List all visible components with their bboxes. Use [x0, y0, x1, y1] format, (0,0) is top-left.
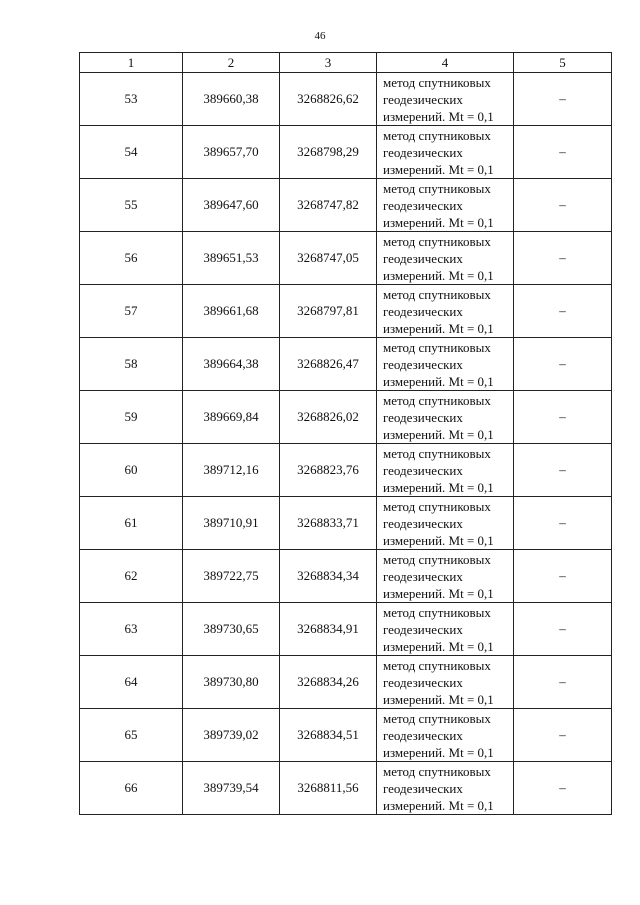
method-line: геодезических [383, 568, 463, 584]
x-coordinate-cell: 389739,02 [183, 709, 280, 762]
y-coordinate-cell: 3268826,47 [280, 338, 377, 391]
point-number-cell: 58 [80, 338, 183, 391]
table-row [80, 126, 612, 179]
dash-mark: – [559, 462, 566, 477]
column-5-cell [514, 338, 612, 391]
method-line: измерений. Mt = 0,1 [383, 426, 494, 442]
table-row [80, 73, 612, 126]
x-coordinate-cell: 389712,16 [183, 444, 280, 497]
table-row [80, 497, 612, 550]
column-header: 3 [280, 53, 377, 73]
method-line: метод спутниковых [383, 445, 491, 461]
method-line: геодезических [383, 197, 463, 213]
method-line: метод спутниковых [383, 127, 491, 143]
method-cell [377, 603, 514, 656]
method-line: метод спутниковых [383, 657, 491, 673]
table-row [80, 338, 612, 391]
method-line: метод спутниковых [383, 710, 491, 726]
method-line: измерений. Mt = 0,1 [383, 638, 494, 654]
point-number-cell: 64 [80, 656, 183, 709]
table-row [80, 444, 612, 497]
method-cell [377, 232, 514, 285]
dash-mark: – [559, 250, 566, 265]
table-row [80, 656, 612, 709]
table-row [80, 762, 612, 815]
column-5-cell [514, 762, 612, 815]
method-line: измерений. Mt = 0,1 [383, 267, 494, 283]
method-line: измерений. Mt = 0,1 [383, 214, 494, 230]
x-coordinate-cell: 389651,53 [183, 232, 280, 285]
method-line: измерений. Mt = 0,1 [383, 585, 494, 601]
method-line: измерений. Mt = 0,1 [383, 108, 494, 124]
y-coordinate-cell: 3268747,05 [280, 232, 377, 285]
method-line: метод спутниковых [383, 392, 491, 408]
method-cell [377, 73, 514, 126]
point-number-cell: 62 [80, 550, 183, 603]
method-line: метод спутниковых [383, 286, 491, 302]
column-header: 4 [377, 53, 514, 73]
dash-mark: – [559, 621, 566, 636]
method-cell [377, 285, 514, 338]
method-cell [377, 126, 514, 179]
point-number-cell: 63 [80, 603, 183, 656]
x-coordinate-cell: 389657,70 [183, 126, 280, 179]
column-5-cell [514, 444, 612, 497]
y-coordinate-cell: 3268826,02 [280, 391, 377, 444]
x-coordinate-cell: 389730,80 [183, 656, 280, 709]
method-line: метод спутниковых [383, 604, 491, 620]
method-cell [377, 550, 514, 603]
column-5-cell [514, 285, 612, 338]
point-number-cell: 65 [80, 709, 183, 762]
y-coordinate-cell: 3268834,51 [280, 709, 377, 762]
point-number-cell: 60 [80, 444, 183, 497]
column-header: 2 [183, 53, 280, 73]
x-coordinate-cell: 389647,60 [183, 179, 280, 232]
y-coordinate-cell: 3268747,82 [280, 179, 377, 232]
column-5-cell [514, 179, 612, 232]
method-line: измерений. Mt = 0,1 [383, 532, 494, 548]
dash-mark: – [559, 409, 566, 424]
column-5-cell [514, 603, 612, 656]
point-number-cell: 61 [80, 497, 183, 550]
method-cell [377, 762, 514, 815]
point-number-cell: 57 [80, 285, 183, 338]
method-line: геодезических [383, 780, 463, 796]
column-5-cell [514, 126, 612, 179]
x-coordinate-cell: 389661,68 [183, 285, 280, 338]
method-line: геодезических [383, 356, 463, 372]
table-row [80, 232, 612, 285]
x-coordinate-cell: 389730,65 [183, 603, 280, 656]
method-line: геодезических [383, 409, 463, 425]
x-coordinate-cell: 389669,84 [183, 391, 280, 444]
method-line: измерений. Mt = 0,1 [383, 161, 494, 177]
method-cell [377, 391, 514, 444]
table-row [80, 603, 612, 656]
x-coordinate-cell: 389739,54 [183, 762, 280, 815]
method-line: геодезических [383, 462, 463, 478]
method-line: измерений. Mt = 0,1 [383, 691, 494, 707]
point-number-cell: 56 [80, 232, 183, 285]
column-5-cell [514, 73, 612, 126]
method-line: измерений. Mt = 0,1 [383, 320, 494, 336]
method-cell [377, 179, 514, 232]
method-line: геодезических [383, 91, 463, 107]
y-coordinate-cell: 3268834,34 [280, 550, 377, 603]
y-coordinate-cell: 3268798,29 [280, 126, 377, 179]
y-coordinate-cell: 3268826,62 [280, 73, 377, 126]
method-line: геодезических [383, 303, 463, 319]
method-cell [377, 656, 514, 709]
column-5-cell [514, 656, 612, 709]
y-coordinate-cell: 3268834,91 [280, 603, 377, 656]
method-line: метод спутниковых [383, 498, 491, 514]
dash-mark: – [559, 674, 566, 689]
point-number-cell: 53 [80, 73, 183, 126]
column-5-cell [514, 497, 612, 550]
method-line: геодезических [383, 621, 463, 637]
method-line: метод спутниковых [383, 551, 491, 567]
method-line: геодезических [383, 515, 463, 531]
method-line: измерений. Mt = 0,1 [383, 744, 494, 760]
method-line: геодезических [383, 727, 463, 743]
column-header: 5 [514, 53, 612, 73]
table-row [80, 550, 612, 603]
method-cell [377, 338, 514, 391]
dash-mark: – [559, 515, 566, 530]
y-coordinate-cell: 3268833,71 [280, 497, 377, 550]
method-line: метод спутниковых [383, 233, 491, 249]
page-number: 46 [314, 30, 326, 42]
dash-mark: – [559, 568, 566, 583]
method-line: геодезических [383, 144, 463, 160]
point-number-cell: 59 [80, 391, 183, 444]
method-line: измерений. Mt = 0,1 [383, 479, 494, 495]
column-5-cell [514, 232, 612, 285]
coordinates-table [79, 52, 612, 815]
method-line: измерений. Mt = 0,1 [383, 797, 494, 813]
table-row [80, 285, 612, 338]
dash-mark: – [559, 780, 566, 795]
point-number-cell: 54 [80, 126, 183, 179]
dash-mark: – [559, 356, 566, 371]
y-coordinate-cell: 3268797,81 [280, 285, 377, 338]
table-body [80, 73, 612, 815]
column-5-cell [514, 709, 612, 762]
dash-mark: – [559, 144, 566, 159]
y-coordinate-cell: 3268834,26 [280, 656, 377, 709]
x-coordinate-cell: 389664,38 [183, 338, 280, 391]
y-coordinate-cell: 3268811,56 [280, 762, 377, 815]
column-header: 1 [80, 53, 183, 73]
x-coordinate-cell: 389660,38 [183, 73, 280, 126]
dash-mark: – [559, 91, 566, 106]
dash-mark: – [559, 197, 566, 212]
method-line: измерений. Mt = 0,1 [383, 373, 494, 389]
dash-mark: – [559, 303, 566, 318]
point-number-cell: 66 [80, 762, 183, 815]
method-line: метод спутниковых [383, 180, 491, 196]
table-header-row [80, 53, 612, 73]
method-line: геодезических [383, 674, 463, 690]
method-line: метод спутниковых [383, 763, 491, 779]
method-cell [377, 497, 514, 550]
y-coordinate-cell: 3268823,76 [280, 444, 377, 497]
dash-mark: – [559, 727, 566, 742]
method-line: метод спутниковых [383, 74, 491, 90]
point-number-cell: 55 [80, 179, 183, 232]
table-row [80, 391, 612, 444]
column-5-cell [514, 391, 612, 444]
table-row [80, 179, 612, 232]
method-line: геодезических [383, 250, 463, 266]
column-5-cell [514, 550, 612, 603]
x-coordinate-cell: 389710,91 [183, 497, 280, 550]
x-coordinate-cell: 389722,75 [183, 550, 280, 603]
method-line: метод спутниковых [383, 339, 491, 355]
method-cell [377, 709, 514, 762]
method-cell [377, 444, 514, 497]
table-row [80, 709, 612, 762]
